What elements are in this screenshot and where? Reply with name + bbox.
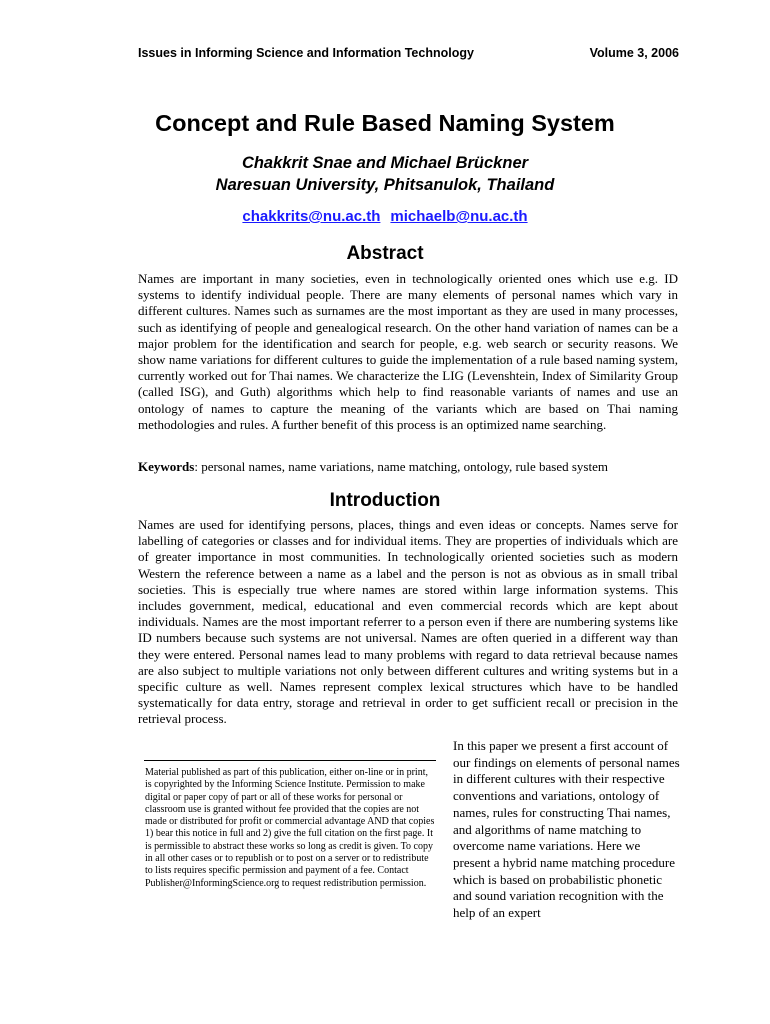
running-header <box>138 46 679 60</box>
abstract-heading: Abstract <box>346 243 424 264</box>
email-link-snae[interactable]: chakkrits@nu.ac.th <box>242 208 381 225</box>
volume-label: Volume 3, 2006 <box>589 46 679 60</box>
introduction-text: Names are used for identifying persons, places, things and even ideas or concepts. Names serve for labelling of categories or classes and for individual items. They are properties of individuals which are of greater importance in most communities. In technologically oriented societies such as modern Western the reference between a name as a label and the person is not as obvious as in small tribal societies. This is especially true where names are stored within large information systems. This includes government, medical, educational and even commercial records which are kept about individuals. Names are the most important referrer to a person even if there are numbering systems like ID numbers because such systems are not universal. Names are often queried in a different way than they were entered. Personal names lead to many problems with regard to data retrieval because names are also subject to multiple variations not only between different cultures and writing systems but in a specific culture as well. Names represent complex lexical structures which have to be handled systematically for data entry, storage and retrieval in order to get sufficient recall or precision in the retrieval process. <box>138 517 678 727</box>
introduction-continuation: In this paper we present a first account of our findings on elements of personal names in different cultures with their respective conventions and variations, ontology of names, rules for constructing Thai names, and algorithms of name matching to overcome name variations. Here we present a hybrid name matching procedure which is based on probabilistic phonetic and sound variation recognition with the help of an expert <box>453 738 680 921</box>
author-affiliation: Naresuan University, Phitsanulok, Thailand <box>215 176 555 194</box>
introduction-heading: Introduction <box>329 490 441 511</box>
keywords-line <box>138 459 678 475</box>
email-link-brueckner[interactable]: michaelb@nu.ac.th <box>390 208 528 225</box>
copyright-footnote: Material published as part of this publication, either on-line or in print, is copyrighted by the Informing Science Institute. Permission to make digital or paper copy of part or all of these works for personal or classroom use is granted without fee provided that the copies are not made or distributed for profit or commercial advantage AND that copies 1) bear this notice in full and 2) give the full citation on the first page. It is permissible to abstract these works so long as credit is given. To copy in all other cases or to republish or to post on a server or to redistribute to lists requires specific permission and payment of a fee. Contact Publisher@InformingScience.org to request redistribution permission. <box>145 767 435 889</box>
paper-title: Concept and Rule Based Naming System <box>155 110 615 136</box>
keywords-label: Keywords <box>138 459 195 474</box>
journal-name: Issues in Informing Science and Information Technology <box>138 46 474 60</box>
abstract-text: Names are important in many societies, even in technologically oriented ones which use e.g. ID systems to identify individual people. There are many elements of personal names which vary in different cultures. Names such as surnames are the most important as they are used in many processes, such as identifying of people and genealogical research. On the other hand variation of names can be a major problem for the identification and search for people, e.g. web search or security reasons. We show name variations for different cultures to guide the implementation of a rule based naming system, currently worked out for Thai names. We characterize the LIG (Levenshtein, Index of Similarity Group (called ISG), and Guth) algorithms which help to find reasonable variants of names and use an ontology of names to capture the meaning of the variants which are based on Thai naming methodologies and rules. A further benefit of this process is an optimized name searching. <box>138 271 678 432</box>
author-block <box>0 152 770 196</box>
footnote-divider <box>144 760 436 761</box>
author-names: Chakkrit Snae and Michael Brückner <box>241 154 529 172</box>
author-emails <box>0 208 770 225</box>
keywords-text: : personal names, name variations, name matching, ontology, rule based system <box>194 459 608 474</box>
